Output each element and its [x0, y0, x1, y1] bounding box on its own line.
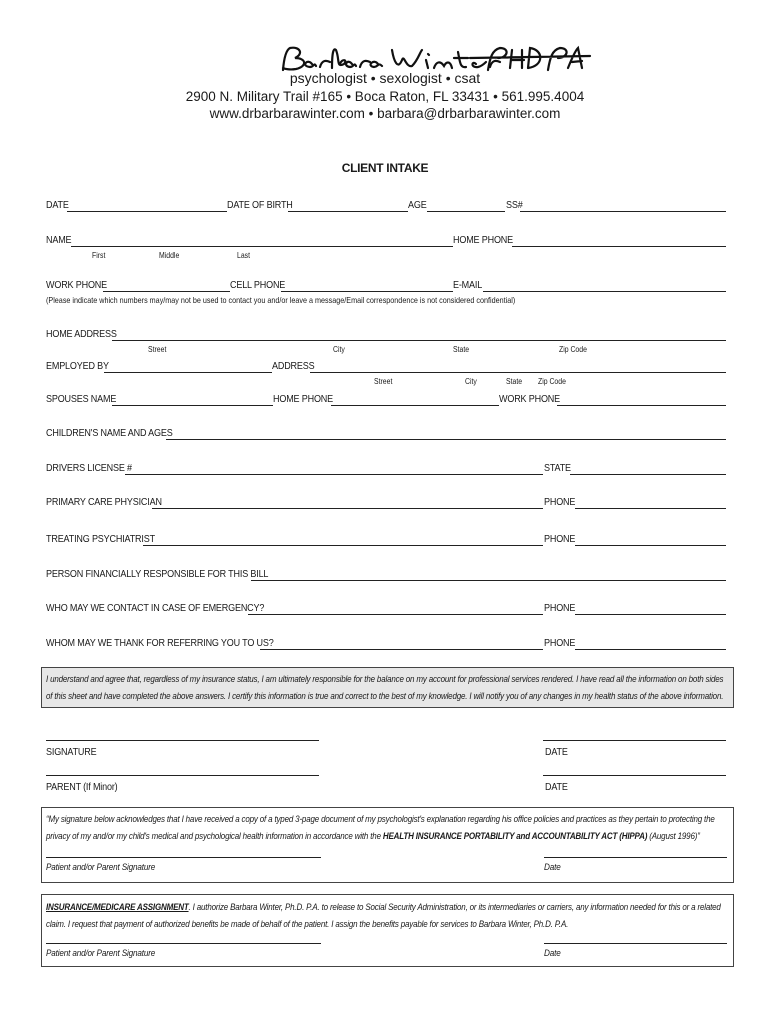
insurance-body: . I authorize Barbara Winter, Ph.D. P.A. to release to Social Security Administration, or its intermediaries or carriers, any information needed for this or a related claim. I request that payment of authorized benefits be made of behalf of the patient. I assign the benefits payable for services to Barbara Winter, Ph.D. P.A. [46, 902, 721, 929]
date1-label: DATE [545, 746, 568, 758]
state2-sublabel: State [506, 377, 523, 386]
address-field[interactable] [310, 372, 726, 373]
insurance-bold: INSURANCE/MEDICARE ASSIGNMENT [46, 902, 189, 912]
ss-label: SS# [506, 199, 523, 211]
ss-field[interactable] [520, 211, 726, 212]
name-field[interactable] [71, 246, 453, 247]
signature-line[interactable] [46, 740, 319, 741]
pcp-phone-field[interactable] [575, 508, 726, 509]
spouses-name-field[interactable] [112, 405, 273, 406]
signature-logo-svg [0, 40, 770, 74]
middle-sublabel: Middle [159, 251, 180, 260]
dob-field[interactable] [288, 211, 408, 212]
children-field[interactable] [166, 439, 726, 440]
hipaa-bold: HEALTH INSURANCE PORTABILITY and ACCOUNTABILITY ACT (HIPPA) [382, 831, 648, 841]
street2-sublabel: Street [374, 377, 393, 386]
hipaa-signature-line[interactable] [46, 857, 321, 858]
referral-label: WHOM MAY WE THANK FOR REFERRING YOU TO US? [46, 637, 274, 649]
zip2-sublabel: Zip Code [538, 377, 566, 386]
dob-label: DATE OF BIRTH [227, 199, 293, 211]
home-phone-field[interactable] [512, 246, 726, 247]
emergency-field[interactable] [248, 614, 543, 615]
agreement-text: I understand and agree that, regardless of my insurance status, I am ultimately responsible for the balance on my account for professional services rendered. I have read all the information on both sides of this sheet and have completed the above answers. I certify this information is true and correct to the best of my knowledge. I will notify you of any changes in my health status of the above information. [46, 674, 724, 701]
header-web: www.drbarbarawinter.com • barbara@drbarbarawinter.com [209, 106, 561, 121]
drivers-license-field[interactable] [125, 474, 543, 475]
employed-by-field[interactable] [104, 372, 272, 373]
street-sublabel: Street [148, 345, 167, 354]
hipaa-text [46, 811, 732, 845]
date2-label: DATE [545, 781, 568, 793]
last-sublabel: Last [237, 251, 251, 260]
psychiatrist-label: TREATING PSYCHIATRIST [46, 533, 155, 545]
pcp-label: PRIMARY CARE PHYSICIAN [46, 496, 162, 508]
insurance-signature-line[interactable] [46, 943, 321, 944]
work-phone-label: WORK PHONE [46, 279, 107, 291]
home-address-label: HOME ADDRESS [46, 328, 117, 340]
agreement-box [41, 667, 734, 708]
hipaa-date-label: Date [544, 862, 561, 873]
psychiatrist-field[interactable] [143, 545, 543, 546]
email-label: E-MAIL [453, 279, 483, 291]
city-sublabel: City [333, 345, 345, 354]
children-label: CHILDREN'S NAME AND AGES [46, 427, 173, 439]
emergency-label: WHO MAY WE CONTACT IN CASE OF EMERGENCY? [46, 602, 265, 614]
date1-line[interactable] [543, 740, 726, 741]
cell-phone-field[interactable] [281, 291, 453, 292]
psych-phone-field[interactable] [575, 545, 726, 546]
hipaa-text-after: (August 1996)” [647, 831, 700, 841]
form-title: CLIENT INTAKE [341, 161, 429, 175]
date-label: DATE [46, 199, 69, 211]
parent-label: PARENT (If Minor) [46, 781, 118, 793]
city2-sublabel: City [465, 377, 477, 386]
age-label: AGE [408, 199, 427, 211]
first-sublabel: First [92, 251, 106, 260]
hipaa-signature-label: Patient and/or Parent Signature [46, 862, 156, 873]
pcp-phone-label: PHONE [544, 496, 576, 508]
header-address: 2900 N. Military Trail #165 • Boca Raton, FL 33431 • 561.995.4004 [185, 89, 585, 104]
hipaa-date-line[interactable] [544, 857, 727, 858]
signature-label: SIGNATURE [46, 746, 97, 758]
home-phone-label: HOME PHONE [453, 234, 513, 246]
address-label: ADDRESS [272, 360, 315, 372]
date-field[interactable] [67, 211, 227, 212]
emergency-phone-label: PHONE [544, 602, 576, 614]
employed-by-label: EMPLOYED BY [46, 360, 109, 372]
emergency-phone-field[interactable] [575, 614, 726, 615]
cell-phone-label: CELL PHONE [230, 279, 286, 291]
spouses-name-label: SPOUSES NAME [46, 393, 117, 405]
referral-phone-label: PHONE [544, 637, 576, 649]
insurance-signature-label: Patient and/or Parent Signature [46, 948, 156, 959]
psych-phone-label: PHONE [544, 533, 576, 545]
email-field[interactable] [483, 291, 726, 292]
home-address-field[interactable] [112, 340, 726, 341]
spouse-home-phone-label: HOME PHONE [273, 393, 333, 405]
financial-field[interactable] [251, 580, 726, 581]
name-label: NAME [46, 234, 72, 246]
zip-sublabel: Zip Code [559, 345, 587, 354]
insurance-box [41, 894, 734, 967]
spouse-home-phone-field[interactable] [331, 405, 499, 406]
insurance-date-line[interactable] [544, 943, 727, 944]
spouse-work-phone-field[interactable] [557, 405, 726, 406]
drivers-license-label: DRIVERS LICENSE # [46, 462, 132, 474]
date2-line[interactable] [543, 775, 726, 776]
age-field[interactable] [427, 211, 505, 212]
referral-phone-field[interactable] [575, 649, 726, 650]
financial-label: PERSON FINANCIALLY RESPONSIBLE FOR THIS BILL [46, 568, 269, 580]
hipaa-box [41, 807, 734, 883]
state-sublabel: State [453, 345, 470, 354]
hipaa-text-before: “My signature below acknowledges that I have received a copy of a typed 3-page document of my psychologist's explanation regarding his office policies and practices as they pertain to protecting the privacy of my and/or my child's medical and psychological health information in accordance with the [46, 814, 715, 841]
parent-line[interactable] [46, 775, 319, 776]
insurance-text [46, 899, 732, 933]
phone-note: (Please indicate which numbers may/may not be used to contact you and/or leave a message/Email correspondence is not considered confidential) [46, 295, 516, 305]
referral-field[interactable] [260, 649, 543, 650]
work-phone-field[interactable] [103, 291, 230, 292]
dl-state-field[interactable] [570, 474, 726, 475]
dl-state-label: STATE [544, 462, 571, 474]
spouse-work-phone-label: WORK PHONE [499, 393, 560, 405]
header-titles: psychologist • sexologist • csat [289, 70, 481, 86]
insurance-date-label: Date [544, 948, 561, 959]
pcp-field[interactable] [152, 508, 543, 509]
signature-logo [0, 40, 770, 74]
